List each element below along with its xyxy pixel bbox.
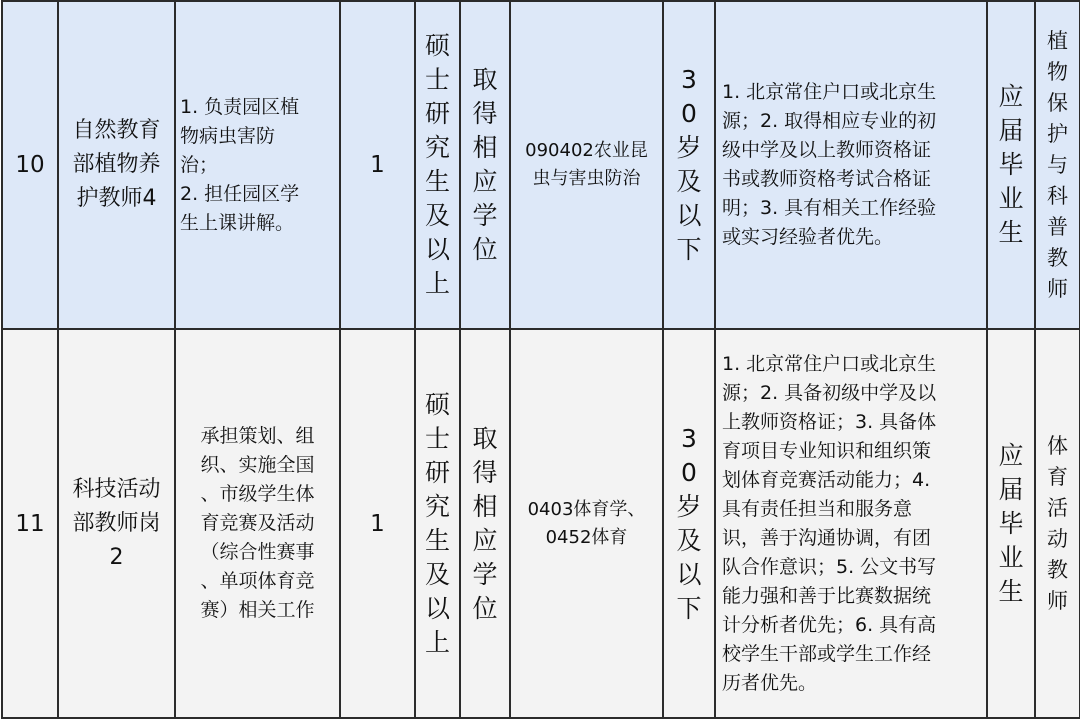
job-duties: 1. 负责园区植 物病虫害防 治； 2. 担任园区学 生上课讲解。	[175, 1, 340, 329]
remark: 体育活动教师	[1035, 329, 1080, 718]
degree-requirement: 取得相应学位	[460, 1, 510, 329]
job-duties: 承担策划、组 织、实施全国 、市级学生体 育竞赛及活动 （综合性赛事 、单项体育竞 赛）相关工作	[175, 329, 340, 718]
row-number: 11	[2, 329, 58, 718]
table-row	[2, 1, 1080, 329]
applicant-type: 应届毕业生	[987, 329, 1035, 718]
major-requirement: 0403体育学、 0452体育	[510, 329, 663, 718]
position-name: 科技活动 部教师岗 2	[58, 329, 175, 718]
hiring-count: 1	[340, 1, 415, 329]
remark: 植物保护与科普教师	[1035, 1, 1080, 329]
other-requirements: 1. 北京常住户口或北京生 源；2. 取得相应专业的初 级中学及以上教师资格证 书或教师资格考试合格证 明；3. 具有相关工作经验 或实习经验者优先。	[715, 1, 987, 329]
education-requirement: 硕士研究生及以上	[415, 1, 460, 329]
recruitment-table	[1, 0, 1080, 719]
education-requirement: 硕士研究生及以上	[415, 329, 460, 718]
age-requirement: 30岁及以下	[663, 1, 715, 329]
table-row	[2, 329, 1080, 718]
row-number: 10	[2, 1, 58, 329]
other-requirements: 1. 北京常住户口或北京生 源；2. 具备初级中学及以 上教师资格证；3. 具备体 育项目专业知识和组织策 划体育竞赛活动能力；4. 具有责任担当和服务意 识，善于沟通协调，有团 队合作意识；5. 公文书写 能力强和善于比赛数据统 计分析者优先；6. 具有高 校学生干部或学生工作经 历者优先。	[715, 329, 987, 718]
degree-requirement: 取得相应学位	[460, 329, 510, 718]
hiring-count: 1	[340, 329, 415, 718]
position-name: 自然教育 部植物养 护教师4	[58, 1, 175, 329]
applicant-type: 应届毕业生	[987, 1, 1035, 329]
age-requirement: 30岁及以下	[663, 329, 715, 718]
major-requirement: 090402农业昆 虫与害虫防治	[510, 1, 663, 329]
